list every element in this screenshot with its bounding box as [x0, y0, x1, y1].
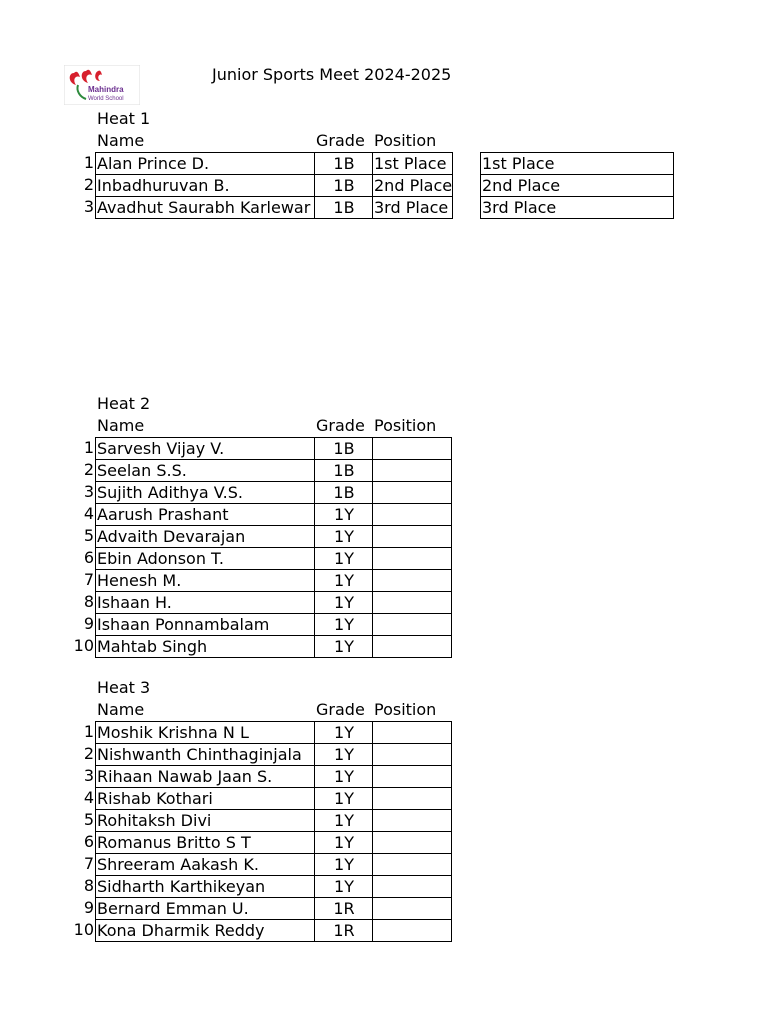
heat-3-name-header: Name	[97, 700, 145, 719]
table-row	[96, 570, 452, 592]
position-cell[interactable]	[373, 592, 452, 614]
position-cell[interactable]	[373, 788, 452, 810]
runner-name-cell[interactable]: Bernard Emman U.	[96, 898, 315, 920]
position-cell[interactable]	[373, 744, 452, 766]
table-row	[96, 592, 452, 614]
grade-cell[interactable]: 1Y	[315, 722, 373, 744]
runner-name-cell[interactable]: Inbadhuruvan B.	[96, 175, 315, 197]
heat-3-title: Heat 3	[97, 678, 151, 697]
grade-cell[interactable]: 1R	[315, 898, 373, 920]
heat-1-row-numbers	[60, 152, 94, 218]
row-number: 7	[83, 854, 94, 873]
grade-cell[interactable]: 1Y	[315, 548, 373, 570]
row-number: 3	[83, 766, 94, 785]
position-cell[interactable]: 2nd Place	[374, 176, 453, 195]
position-cell[interactable]	[373, 766, 452, 788]
row-number: 5	[83, 810, 94, 829]
grade-cell[interactable]: 1B	[315, 460, 373, 482]
runner-name-cell[interactable]: Sujith Adithya V.S.	[96, 482, 315, 504]
grade-cell[interactable]: 1Y	[315, 504, 373, 526]
grade-cell[interactable]: 1B	[315, 197, 373, 219]
heat-1-grade-header: Grade	[316, 131, 365, 150]
table-row	[96, 614, 452, 636]
position-cell[interactable]	[373, 548, 452, 570]
position-cell[interactable]	[373, 832, 452, 854]
position-cell[interactable]	[373, 722, 452, 744]
heat-3-position-header: Position	[374, 700, 437, 719]
table-row	[96, 460, 452, 482]
document-title: Junior Sports Meet 2024-2025	[212, 65, 452, 84]
runner-name-cell[interactable]: Kona Dharmik Reddy	[96, 920, 315, 942]
runner-name-cell[interactable]: Rohitaksh Divi	[96, 810, 315, 832]
table-row	[96, 197, 453, 219]
heat-2-grade-header: Grade	[316, 416, 365, 435]
grade-cell[interactable]: 1Y	[315, 766, 373, 788]
heat-1-table	[95, 152, 453, 219]
row-number: 2	[83, 460, 94, 479]
row-number: 6	[83, 548, 94, 567]
grade-cell[interactable]: 1Y	[315, 788, 373, 810]
runner-name-cell[interactable]: Romanus Britto S T	[96, 832, 315, 854]
row-number: 1	[83, 722, 94, 741]
grade-cell[interactable]: 1B	[315, 153, 373, 175]
school-logo	[64, 65, 140, 105]
row-number: 7	[83, 570, 94, 589]
heat-2-title: Heat 2	[97, 394, 151, 413]
position-cell[interactable]	[373, 460, 452, 482]
position-cell[interactable]	[373, 876, 452, 898]
heat-1-position-header: Position	[374, 131, 437, 150]
table-row	[96, 482, 452, 504]
runner-name-cell[interactable]: Seelan S.S.	[96, 460, 315, 482]
row-number: 10	[73, 920, 94, 939]
grade-cell[interactable]: 1Y	[315, 636, 373, 658]
grade-cell[interactable]: 1B	[315, 438, 373, 460]
table-row	[96, 636, 452, 658]
row-number: 6	[83, 832, 94, 851]
runner-name-cell[interactable]: Mahtab Singh	[96, 636, 315, 658]
heat-2-name-header: Name	[97, 416, 145, 435]
position-cell[interactable]	[373, 898, 452, 920]
grade-cell[interactable]: 1Y	[315, 526, 373, 548]
grade-cell[interactable]: 1Y	[315, 876, 373, 898]
row-number: 2	[83, 744, 94, 763]
heat-3-table	[95, 721, 452, 942]
runner-name-cell[interactable]: Aarush Prashant	[96, 504, 315, 526]
position-cell[interactable]: 3rd Place	[373, 197, 453, 219]
table-row	[96, 876, 452, 898]
heat-3-grade-header: Grade	[316, 700, 365, 719]
runner-name-cell[interactable]: Advaith Devarajan	[96, 526, 315, 548]
runner-name-cell[interactable]: Nishwanth Chinthaginjala	[96, 744, 315, 766]
row-number: 5	[83, 526, 94, 545]
position-cell[interactable]	[373, 570, 452, 592]
row-number: 1	[83, 438, 94, 457]
table-row	[96, 766, 452, 788]
position-cell[interactable]	[373, 504, 452, 526]
logo-text-line2: World School	[88, 96, 124, 102]
heat-1-name-header: Name	[97, 131, 145, 150]
table-row	[481, 153, 674, 175]
grade-cell[interactable]: 1B	[315, 482, 373, 504]
result-cell[interactable]: 2nd Place	[481, 175, 674, 197]
table-row	[96, 854, 452, 876]
table-row	[96, 175, 453, 197]
heat-3-row-numbers	[60, 721, 94, 941]
position-cell[interactable]	[373, 636, 452, 658]
heat-2-position-header: Position	[374, 416, 437, 435]
runner-name-cell[interactable]: Sidharth Karthikeyan	[96, 876, 315, 898]
runner-name-cell[interactable]: Ebin Adonson T.	[96, 548, 315, 570]
runner-name-cell[interactable]: Moshik Krishna N L	[96, 722, 315, 744]
row-number: 10	[73, 636, 94, 655]
table-row	[96, 810, 452, 832]
row-number: 4	[83, 504, 94, 523]
grade-cell[interactable]: 1R	[315, 920, 373, 942]
grade-cell[interactable]: 1Y	[315, 614, 373, 636]
position-cell[interactable]	[373, 614, 452, 636]
table-row	[96, 898, 452, 920]
row-number: 2	[83, 175, 94, 194]
grade-cell[interactable]: 1Y	[315, 832, 373, 854]
row-number: 3	[83, 482, 94, 501]
row-number: 8	[83, 592, 94, 611]
table-row	[96, 526, 452, 548]
runner-name-cell[interactable]: Avadhut Saurabh Karlewar	[96, 197, 315, 219]
table-row	[96, 504, 452, 526]
runner-name-cell[interactable]: Henesh M.	[96, 570, 315, 592]
position-cell[interactable]	[373, 810, 452, 832]
table-row	[96, 548, 452, 570]
position-cell[interactable]	[373, 854, 452, 876]
row-number: 4	[83, 788, 94, 807]
runner-name-cell[interactable]: Rihaan Nawab Jaan S.	[96, 766, 315, 788]
row-number: 9	[83, 614, 94, 633]
runner-name-cell[interactable]: Alan Prince D.	[96, 153, 315, 175]
table-row	[96, 744, 452, 766]
result-cell[interactable]: 1st Place	[481, 153, 674, 175]
position-cell[interactable]	[373, 482, 452, 504]
grade-cell[interactable]: 1B	[315, 175, 373, 197]
table-row	[96, 788, 452, 810]
grade-cell[interactable]: 1Y	[315, 592, 373, 614]
table-row	[96, 438, 452, 460]
grade-cell[interactable]: 1Y	[315, 854, 373, 876]
row-number: 9	[83, 898, 94, 917]
table-row	[96, 832, 452, 854]
position-cell[interactable]	[373, 526, 452, 548]
grade-cell[interactable]: 1Y	[315, 744, 373, 766]
heat-2-table	[95, 437, 452, 658]
heat-1-title: Heat 1	[97, 109, 151, 128]
runner-name-cell[interactable]: Sarvesh Vijay V.	[96, 438, 315, 460]
table-row	[96, 153, 453, 175]
runner-name-cell[interactable]: Rishab Kothari	[96, 788, 315, 810]
results-side-table	[480, 152, 674, 219]
position-cell[interactable]	[373, 438, 452, 460]
row-number: 8	[83, 876, 94, 895]
position-cell[interactable]	[373, 920, 452, 942]
row-number: 1	[83, 153, 94, 172]
runner-name-cell[interactable]: Ishaan H.	[96, 592, 315, 614]
table-row	[481, 175, 674, 197]
position-cell[interactable]: 1st Place	[373, 153, 453, 175]
result-cell[interactable]: 3rd Place	[481, 197, 674, 219]
table-row	[96, 722, 452, 744]
runner-name-cell[interactable]: Ishaan Ponnambalam	[96, 614, 315, 636]
table-row	[481, 197, 674, 219]
row-number: 3	[83, 197, 94, 216]
grade-cell[interactable]: 1Y	[315, 810, 373, 832]
runner-name-cell[interactable]: Shreeram Aakash K.	[96, 854, 315, 876]
grade-cell[interactable]: 1Y	[315, 570, 373, 592]
logo-text-line1: Mahindra	[88, 85, 124, 94]
table-row	[96, 920, 452, 942]
heat-2-row-numbers	[60, 437, 94, 657]
